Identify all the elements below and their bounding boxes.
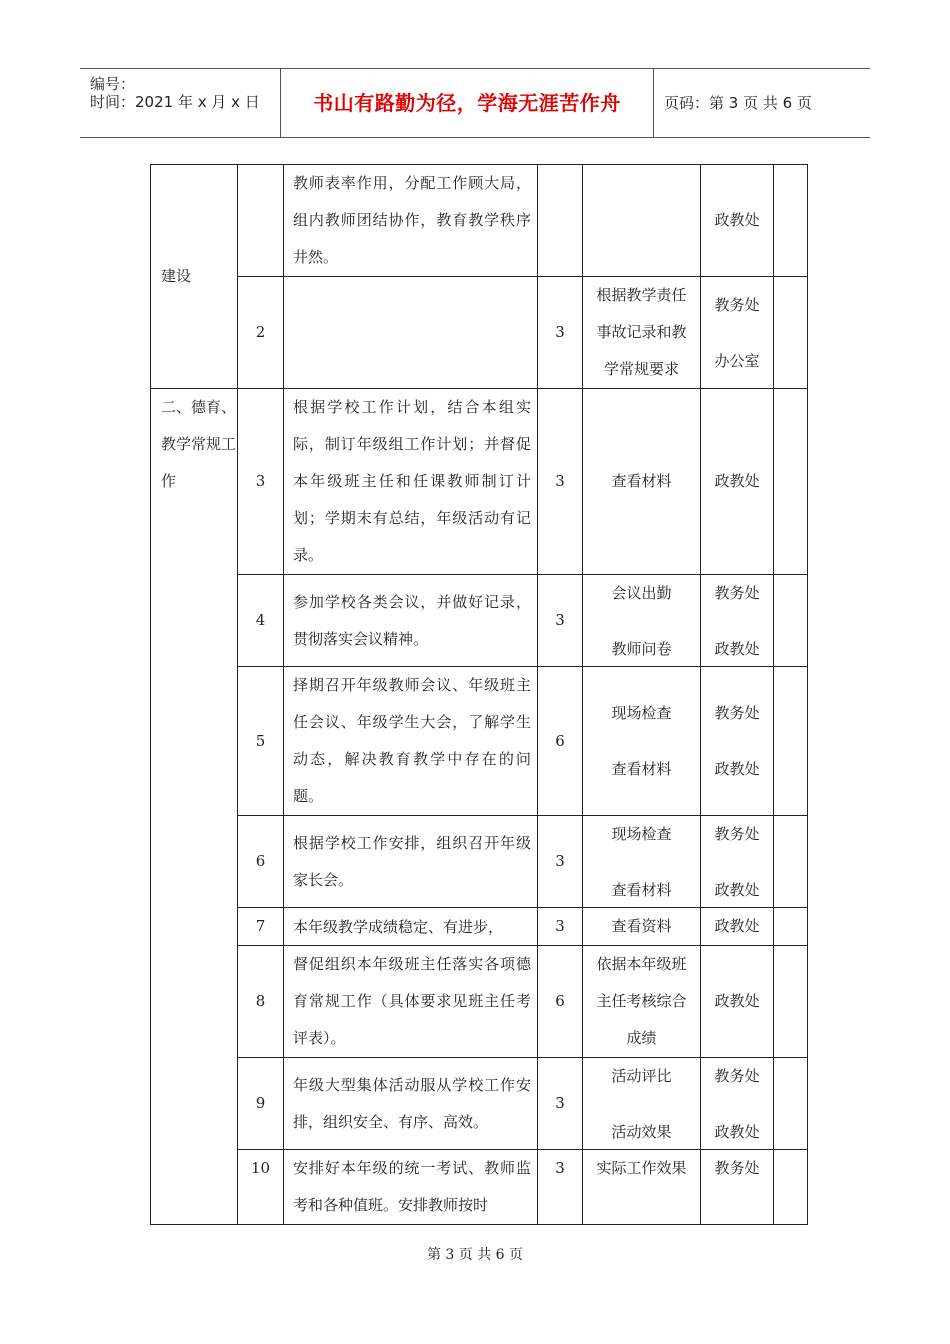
item-score — [538, 165, 583, 277]
dept-line: 政教处 — [714, 917, 760, 935]
item-number: 3 — [238, 389, 284, 575]
method-line: 活动评比 — [611, 1066, 672, 1085]
assessment-method — [583, 389, 701, 575]
item-score: 3 — [538, 908, 583, 946]
responsible-dept — [701, 667, 774, 816]
table-row — [151, 908, 808, 946]
method-line: 学常规要求 — [603, 360, 679, 378]
responsible-dept — [701, 1058, 774, 1150]
dept-line: 教务处 — [714, 295, 760, 314]
category-cell: 二、德育、教学常规工作 — [151, 389, 238, 1225]
remarks-cell — [774, 816, 808, 908]
method-line: 主任考核综合 — [596, 992, 687, 1010]
method-line: 现场检查 — [611, 704, 672, 722]
assessment-method — [583, 575, 701, 667]
item-number: 4 — [238, 575, 284, 667]
assessment-method — [583, 1058, 701, 1150]
dept-line: 政教处 — [714, 760, 760, 778]
method-line: 查看材料 — [611, 472, 672, 490]
item-content — [284, 277, 538, 389]
item-score: 3 — [538, 277, 583, 389]
responsible-dept — [701, 946, 774, 1058]
method-line: 现场检查 — [611, 824, 672, 843]
assessment-method — [583, 816, 701, 908]
item-number: 8 — [238, 946, 284, 1058]
method-line: 查看材料 — [611, 880, 672, 899]
item-number: 5 — [238, 667, 284, 816]
remarks-cell — [774, 277, 808, 389]
responsible-dept — [701, 575, 774, 667]
item-content: 安排好本年级的统一考试、教师监考和各种值班。安排教师按时 — [284, 1150, 538, 1225]
date-line: 时间：2021 年 x 月 x 日 — [90, 93, 260, 111]
assessment-method — [583, 277, 701, 389]
responsible-dept — [701, 1150, 774, 1225]
remarks-cell — [774, 1058, 808, 1150]
dept-line: 政教处 — [714, 992, 760, 1010]
page-header — [80, 68, 870, 138]
header-page-info: 页码：第 3 页 共 6 页 — [664, 94, 812, 112]
item-content: 年级大型集体活动服从学校工作安排，组织安全、有序、高效。 — [284, 1058, 538, 1150]
method-line: 活动效果 — [611, 1122, 672, 1141]
item-content: 督促组织本年级班主任落实各项德育常规工作（具体要求见班主任考评表）。 — [284, 946, 538, 1058]
item-score: 3 — [538, 816, 583, 908]
table-row — [151, 277, 808, 389]
serial-label: 编号： — [90, 75, 136, 93]
item-score: 3 — [538, 1058, 583, 1150]
dept-line: 教务处 — [714, 1066, 760, 1085]
assessment-method — [583, 165, 701, 277]
remarks-cell — [774, 667, 808, 816]
responsible-dept — [701, 277, 774, 389]
method-line: 事故记录和教 — [596, 323, 687, 341]
item-content: 教师表率作用，分配工作顾大局，组内教师团结协作，教育教学秩序井然。 — [284, 165, 538, 277]
table-row — [151, 1150, 808, 1225]
table-row — [151, 165, 808, 277]
table-row — [151, 816, 808, 908]
dept-line: 教务处 — [714, 824, 760, 843]
assessment-method — [583, 946, 701, 1058]
method-line: 会议出勤 — [611, 583, 672, 602]
table-row — [151, 946, 808, 1058]
item-content: 根据学校工作计划，结合本组实际，制订年级组工作计划；并督促本年级班主任和任课教师制订计划；学期末有总结，年级活动有记录。 — [284, 389, 538, 575]
responsible-dept — [701, 816, 774, 908]
item-number: 10 — [238, 1150, 284, 1225]
dept-line: 政教处 — [714, 639, 760, 658]
assessment-table — [150, 164, 808, 1225]
page-footer: 第 3 页 共 6 页 — [426, 1247, 524, 1263]
table-row — [151, 575, 808, 667]
remarks-cell — [774, 575, 808, 667]
item-score: 6 — [538, 946, 583, 1058]
dept-line: 教务处 — [714, 704, 760, 722]
item-content: 择期召开年级教师会议、年级班主任会议、年级学生大会，了解学生动态，解决教育教学中存在的问题。 — [284, 667, 538, 816]
assessment-method — [583, 667, 701, 816]
item-number: 9 — [238, 1058, 284, 1150]
dept-line: 政教处 — [714, 211, 760, 229]
dept-line: 教务处 — [714, 1159, 760, 1177]
table-row — [151, 667, 808, 816]
method-line: 依据本年级班 — [596, 955, 687, 973]
item-content: 本年级教学成绩稳定、有进步， — [284, 908, 538, 946]
dept-line: 办公室 — [714, 351, 760, 370]
header-meta — [80, 69, 280, 137]
method-line: 成绩 — [626, 1029, 657, 1047]
item-content: 参加学校各类会议，并做好记录，贯彻落实会议精神。 — [284, 575, 538, 667]
responsible-dept — [701, 389, 774, 575]
table-row — [151, 389, 808, 575]
responsible-dept — [701, 908, 774, 946]
item-content: 根据学校工作安排，组织召开年级家长会。 — [284, 816, 538, 908]
remarks-cell — [774, 165, 808, 277]
assessment-method — [583, 1150, 701, 1225]
remarks-cell — [774, 908, 808, 946]
dept-line: 政教处 — [714, 880, 760, 899]
responsible-dept — [701, 165, 774, 277]
method-line: 查看材料 — [611, 760, 672, 778]
item-score: 3 — [538, 1150, 583, 1225]
category-cell: 建设 — [151, 165, 238, 389]
item-score: 3 — [538, 575, 583, 667]
header-motto: 书山有路勤为径，学海无涯苦作舟 — [313, 91, 621, 115]
remarks-cell — [774, 946, 808, 1058]
dept-line: 教务处 — [714, 583, 760, 602]
item-number: 7 — [238, 908, 284, 946]
item-number: 6 — [238, 816, 284, 908]
method-line: 实际工作效果 — [596, 1159, 687, 1177]
table-row — [151, 1058, 808, 1150]
header-divider — [653, 69, 654, 137]
dept-line: 政教处 — [714, 1122, 760, 1141]
item-number — [238, 165, 284, 277]
item-score: 6 — [538, 667, 583, 816]
item-score: 3 — [538, 389, 583, 575]
method-line: 根据教学责任 — [596, 286, 687, 304]
method-line: 教师问卷 — [611, 639, 672, 658]
dept-line: 政教处 — [714, 472, 760, 490]
item-number: 2 — [238, 277, 284, 389]
method-line: 查看资料 — [611, 917, 672, 935]
assessment-method — [583, 908, 701, 946]
remarks-cell — [774, 1150, 808, 1225]
remarks-cell — [774, 389, 808, 575]
